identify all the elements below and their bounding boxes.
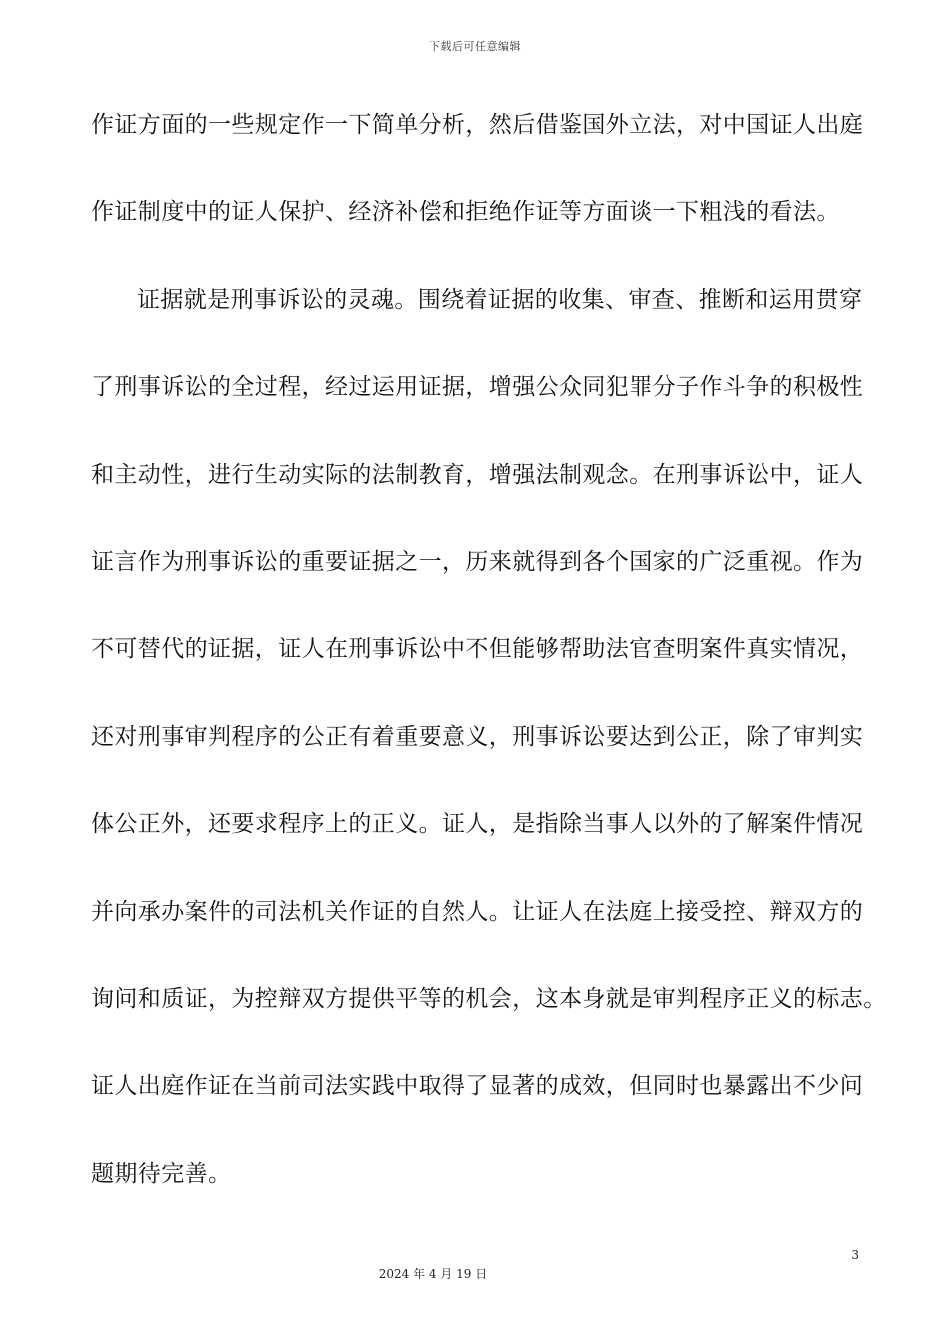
- body-line: 作证方面的一些规定作一下简单分析，然后借鉴国外立法，对中国证人出庭: [91, 112, 864, 138]
- body-line: 作证制度中的证人保护、经济补偿和拒绝作证等方面谈一下粗浅的看法。: [91, 199, 840, 226]
- page-number: 3: [851, 1248, 859, 1262]
- body-line: 和主动性，进行生动实际的法制教育，增强法制观念。在刑事诉讼中，证人: [91, 461, 864, 488]
- body-line: 询问和质证，为控辩双方提供平等的机会，这本身就是审判程序正义的标志。: [91, 985, 887, 1012]
- body-line: 了刑事诉讼的全过程，经过运用证据，增强公众同犯罪分子作斗争的积极性: [91, 374, 864, 401]
- body-line: 证言作为刑事诉讼的重要证据之一，历来就得到各个国家的广泛重视。作为: [91, 548, 864, 575]
- body-line: 体公正外，还要求程序上的正义。证人，是指除当事人以外的了解案件情况: [91, 811, 864, 838]
- body-line: 证人出庭作证在当前司法实践中取得了显著的成效，但同时也暴露出不少问: [91, 1073, 864, 1100]
- body-line: 并向承办案件的司法机关作证的自然人。让证人在法庭上接受控、辩双方的: [91, 898, 864, 925]
- paragraph-start-line: 证据就是刑事诉讼的灵魂。围绕着证据的收集、审查、推断和运用贯穿: [137, 286, 863, 313]
- body-line: 不可替代的证据，证人在刑事诉讼中不但能够帮助法官查明案件真实情况，: [91, 636, 864, 663]
- page-header: 下载后可任意编辑: [429, 40, 521, 53]
- body-line: 还对刑事审判程序的公正有着重要意义，刑事诉讼要达到公正，除了审判实: [91, 723, 864, 750]
- document-body: [91, 100, 887, 1236]
- footer-date: 2024 年 4 月 19 日: [378, 1267, 488, 1281]
- body-line: 题期待完善。: [91, 1160, 232, 1187]
